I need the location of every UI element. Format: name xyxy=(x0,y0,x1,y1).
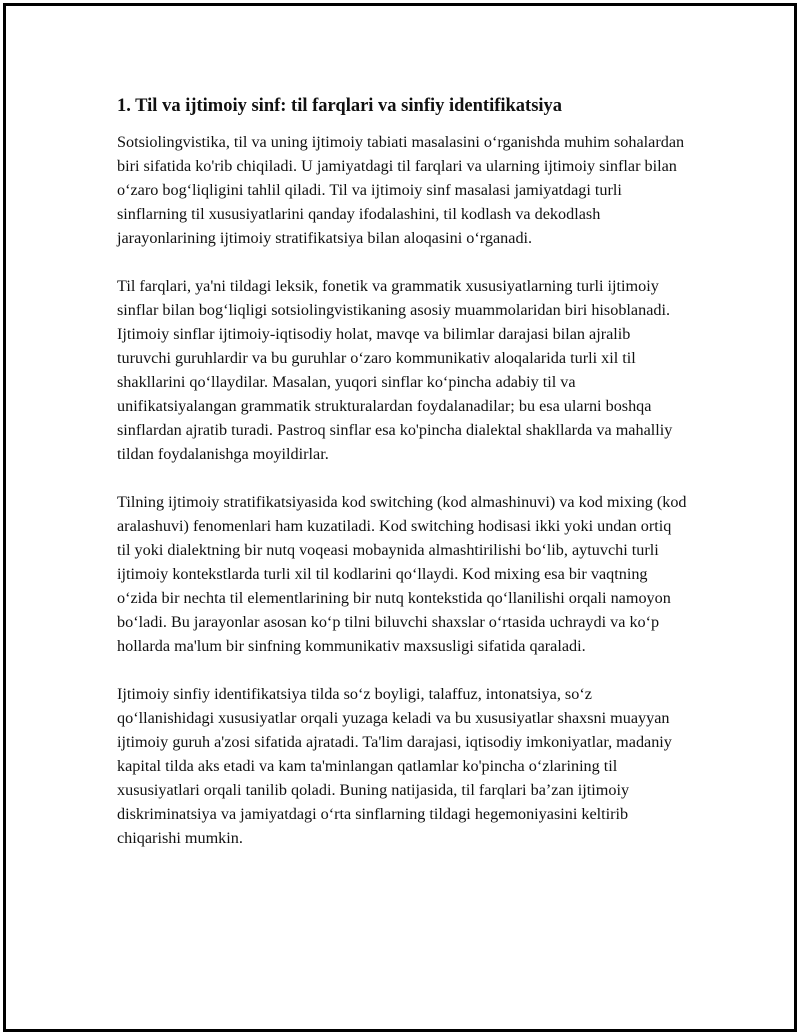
document-title: 1. Til va ijtimoiy sinf: til farqlari va sinfiy identifikatsiya xyxy=(117,96,563,116)
paragraph-3: Tilning ijtimoiy stratifikatsiyasida kod switching (kod almashinuvi) va kod mixing (kod aralashuvi) fenomenlari ham kuzatiladi. Kod switching hodisasi ikki yoki undan ortiq til yoki dialektning bir nutq voqeasi mobaynida almashtirilishi bo‘lib, aytuvchi turli ijtimoiy kontekstlarda turli xil til kodlarini qo‘llaydi. Kod mixing esa bir vaqtning o‘zida bir nechta til elementlarining bir nutq kontekstida qo‘llanilishi orqali namoyon bo‘ladi. Bu jarayonlar asosan ko‘p tilni biluvchi shaxslar o‘rtasida uchraydi va ko‘p hollarda ma'lum bir sinfning kommunikativ maxsusligi sifatida qaraladi. xyxy=(117,493,687,655)
paragraph-1: Sotsiolingvistika, til va uning ijtimoiy tabiati masalasini o‘rganishda muhim sohalardan biri sifatida ko'rib chiqiladi. U jamiyatdagi til farqlari va ularning ijtimoiy sinflar bilan o‘zaro bog‘liqligini tahlil qiladi. Til va ijtimoiy sinf masalasi jamiyatdagi turli sinflarning til xususiyatlarini qanday ifodalashini, til kodlash va dekodlash jarayonlarining ijtimoiy stratifikatsiya bilan aloqasini o‘rganadi. xyxy=(117,133,685,247)
paragraph-4: Ijtimoiy sinfiy identifikatsiya tilda so‘z boyligi, talaffuz, intonatsiya, so‘z qo‘llanishidagi xususiyatlar orqali yuzaga keladi va bu xususiyatlar shaxsni muayyan ijtimoiy guruh a'zosi sifatida ajratadi. Ta'lim darajasi, iqtisodiy imkoniyatlar, madaniy kapital tilda aks etadi va kam ta'minlangan qatlamlar ko'pincha o‘zlarining til xususiyatlari orqali tanilib qoladi. Buning natijasida, til farqlari ba’zan ijtimoiy diskriminatsiya va jamiyatdagi o‘rta sinflarning tildagi hegemoniyasini keltirib chiqarishi mumkin. xyxy=(117,685,672,847)
paragraph-2: Til farqlari, ya'ni tildagi leksik, fonetik va grammatik xususiyatlarning turli ijtimoiy sinflar bilan bog‘liqligi sotsiolingvistikaning asosiy muammolaridan biri hisoblanadi. Ijtimoiy sinflar ijtimoiy-iqtisodiy holat, mavqe va bilimlar darajasi bilan ajralib turuvchi guruhlardir va bu guruhlar o‘zaro kommunikativ aloqalarida turli xil til shakllarini qo‘llaydilar. Masalan, yuqori sinflar ko‘pincha adabiy til va unifikatsiyalangan grammatik strukturalardan foydalanadilar; bu esa ularni boshqa sinflardan ajratib turadi. Pastroq sinflar esa ko'pincha dialektal shakllarda va mahalliy tildan foydalanishga moyildirlar. xyxy=(117,277,673,463)
document-body xyxy=(117,92,687,874)
